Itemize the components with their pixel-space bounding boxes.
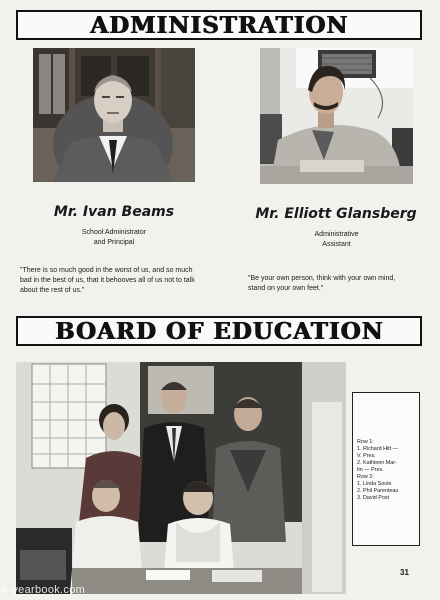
board-of-education-heading: BOARD OF EDUCATION <box>54 317 384 345</box>
quote-line: "There is so much good in the worst of us, and so much <box>20 267 193 274</box>
administration-banner <box>16 10 422 40</box>
quote-elliott-glansberg <box>248 274 428 294</box>
caption-box <box>352 392 420 546</box>
name-ivan-beams: Mr. Ivan Beams <box>53 204 175 220</box>
caption-line: Row 1: <box>357 439 374 445</box>
quote-line: "Be your own person, think with your own mind, <box>248 275 396 282</box>
caption-line: Row 2: <box>357 474 374 480</box>
title-line: School Administrator <box>81 229 147 236</box>
administration-heading: ADMINISTRATION <box>89 11 349 39</box>
name-elliott-glansberg: Mr. Elliott Glansberg <box>255 206 417 222</box>
board-group-photo <box>16 362 346 594</box>
title-line: Assistant <box>322 241 351 248</box>
caption-line: 2. Phil Parenteau <box>357 488 399 494</box>
page-number: 31 <box>400 568 409 577</box>
title-line: and Principal <box>93 239 135 246</box>
board-of-education-banner <box>16 316 422 346</box>
photo-elliott-glansberg <box>260 48 413 184</box>
caption-line: V. Pres. <box>357 453 376 459</box>
watermark: e-yearbook.com <box>2 584 86 596</box>
caption-line: 1. Richard Hitt — <box>357 446 399 452</box>
caption-line: 1. Linda Soule <box>357 481 392 487</box>
title-line: Administrative <box>314 231 359 238</box>
quote-line: about the rest of us." <box>20 287 85 294</box>
quote-line: stand on your own feet." <box>248 285 324 292</box>
title-ivan-beams <box>33 228 195 248</box>
title-elliott-glansberg <box>260 230 413 250</box>
caption-line: 2. Kathleen Mar- <box>357 460 397 466</box>
quote-ivan-beams <box>20 266 240 296</box>
caption-line: 3. David Post <box>357 495 390 501</box>
photo-ivan-beams <box>33 48 195 182</box>
quote-line: bad in the best of us, that it behooves all of us not to talk <box>20 277 195 284</box>
caption-line: tin — Pres. <box>357 467 384 473</box>
